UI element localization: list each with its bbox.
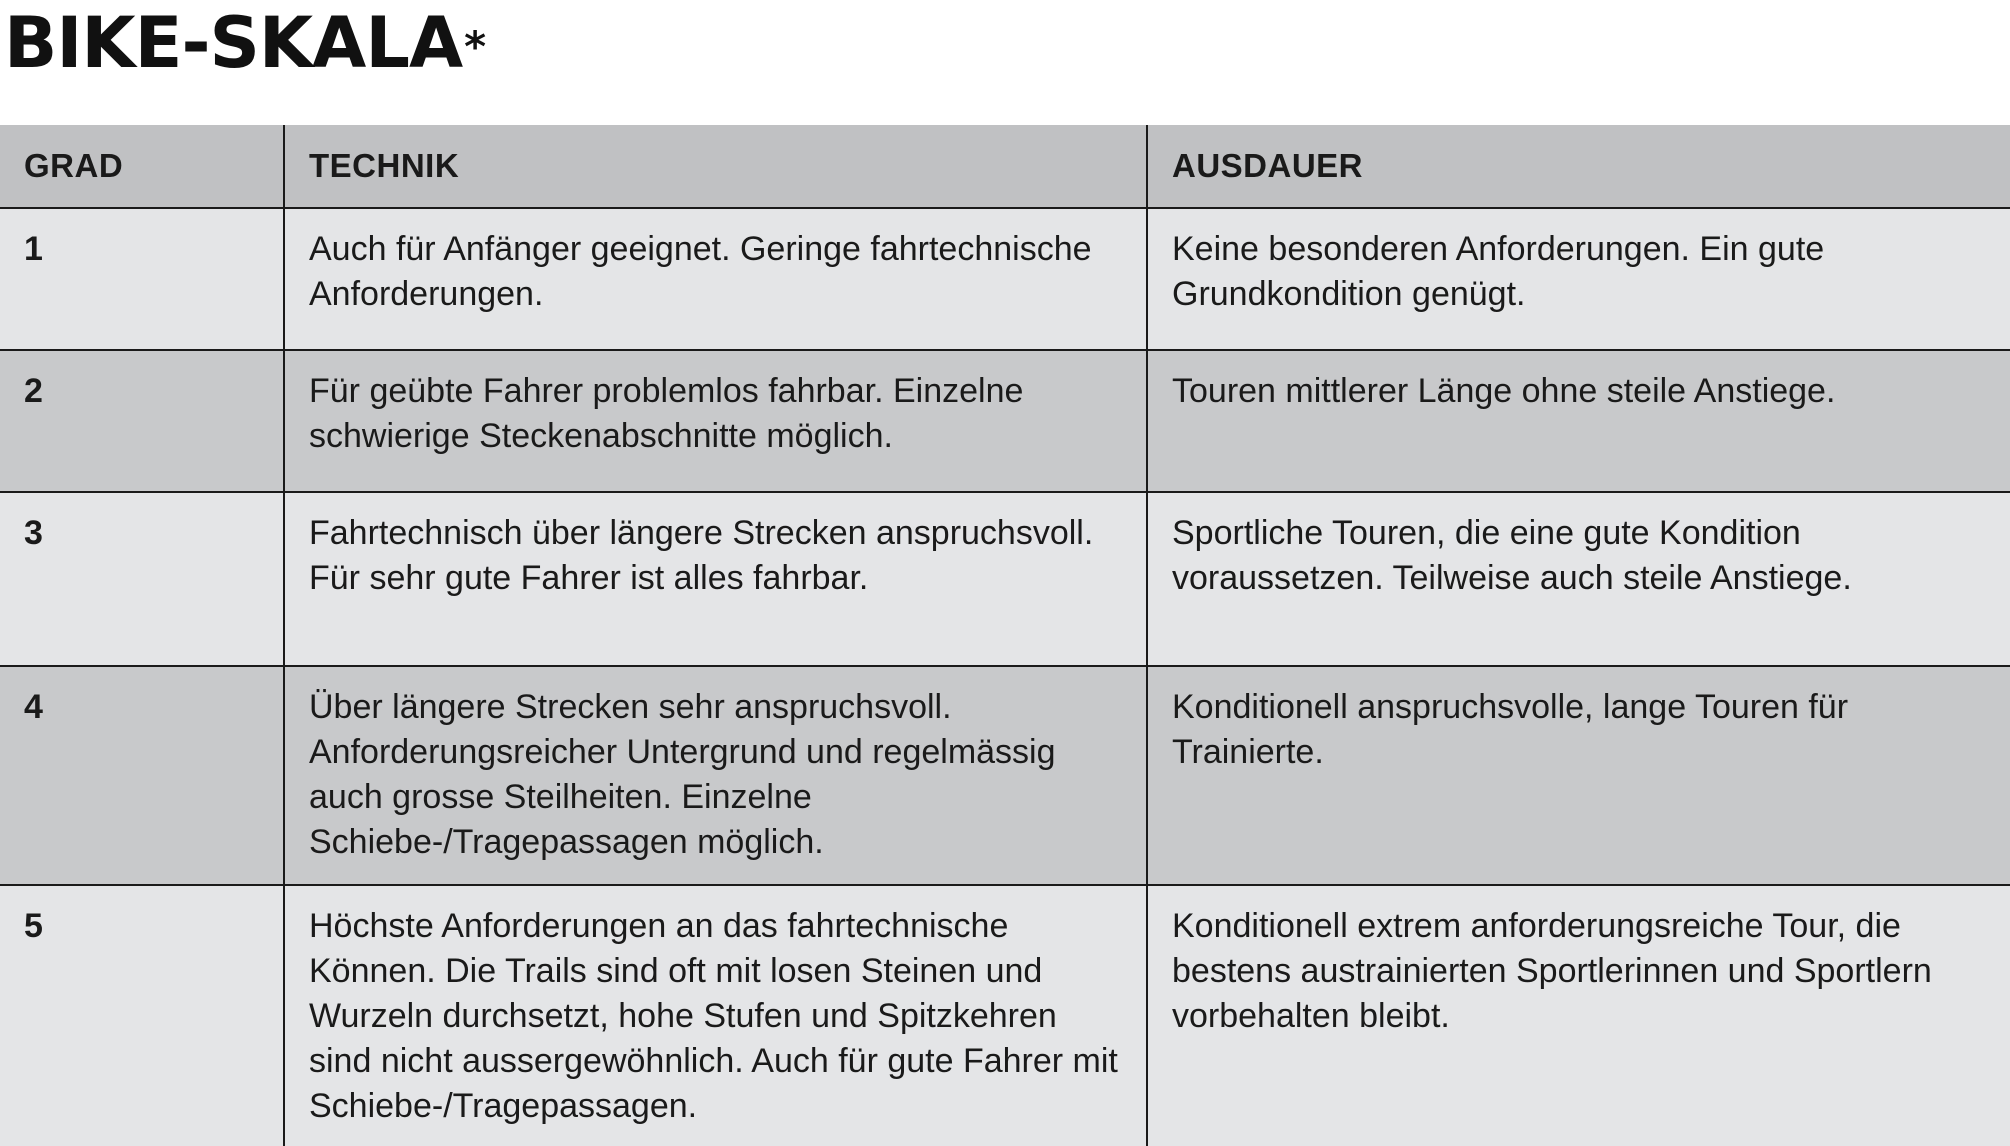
title-footnote-mark: * bbox=[464, 22, 486, 71]
table-row bbox=[0, 666, 2010, 885]
cell-ausdauer: Konditionell anspruchsvolle, lange Touren für Trainierte. bbox=[1147, 666, 2010, 885]
cell-ausdauer: Touren mittlerer Länge ohne steile Anstiege. bbox=[1147, 350, 2010, 492]
cell-technik: Über längere Strecken sehr anspruchsvoll. Anforderungsreicher Untergrund und regelmässig auch grosse Steilheiten. Einzelne Schiebe-/Tragepassagen möglich. bbox=[284, 666, 1147, 885]
cell-grad: 3 bbox=[0, 492, 284, 666]
cell-technik: Auch für Anfänger geeignet. Geringe fahrtechnische Anforderungen. bbox=[284, 208, 1147, 350]
cell-ausdauer: Sportliche Touren, die eine gute Kondition voraussetzen. Teilweise auch steile Anstiege. bbox=[1147, 492, 2010, 666]
cell-ausdauer: Konditionell extrem anforderungsreiche Tour, die bestens austrainierten Sportlerinnen und Sportlern vorbehalten bleibt. bbox=[1147, 885, 2010, 1146]
table-row bbox=[0, 885, 2010, 1146]
cell-grad: 4 bbox=[0, 666, 284, 885]
cell-grad: 2 bbox=[0, 350, 284, 492]
cell-technik: Für geübte Fahrer problemlos fahrbar. Einzelne schwierige Steckenabschnitte möglich. bbox=[284, 350, 1147, 492]
cell-ausdauer: Keine besonderen Anforderungen. Ein gute Grundkondition genügt. bbox=[1147, 208, 2010, 350]
header-technik: TECHNIK bbox=[284, 125, 1147, 208]
table-header-row bbox=[0, 125, 2010, 208]
table-row bbox=[0, 208, 2010, 350]
cell-grad: 1 bbox=[0, 208, 284, 350]
bike-scale-table bbox=[0, 125, 2010, 1146]
cell-technik: Fahrtechnisch über längere Strecken anspruchsvoll. Für sehr gute Fahrer ist alles fahrbar. bbox=[284, 492, 1147, 666]
cell-grad: 5 bbox=[0, 885, 284, 1146]
header-ausdauer: AUSDAUER bbox=[1147, 125, 2010, 208]
cell-technik: Höchste Anforderungen an das fahrtechnische Können. Die Trails sind oft mit losen Steinen und Wurzeln durchsetzt, hohe Stufen und Spitzkehren sind nicht aussergewöhnlich. Auch für gute Fahrer mit Schiebe-/Tragepassagen. bbox=[284, 885, 1147, 1146]
header-grad: GRAD bbox=[0, 125, 284, 208]
title-text: BIKE-SKALA bbox=[4, 2, 463, 84]
page-title bbox=[4, 2, 485, 84]
table-row bbox=[0, 492, 2010, 666]
table-row bbox=[0, 350, 2010, 492]
